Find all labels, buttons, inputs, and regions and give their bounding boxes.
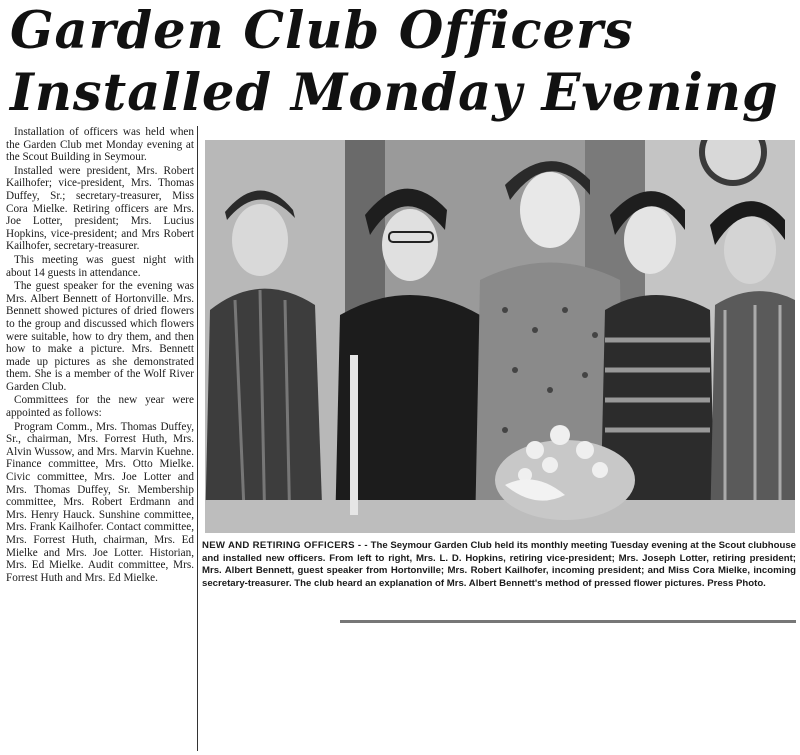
article-column	[6, 126, 194, 585]
column-rule	[197, 126, 198, 751]
headline-line-2: Installed Monday Evening	[10, 63, 779, 123]
photo-illustration	[205, 140, 795, 533]
article-paragraph: The guest speaker for the evening was Mrs. Albert Bennett of Hortonville. Mrs. Bennett showed pictures of dried flowers to the group and discussed which flowers were suitable, how to dry them, and then how to make a picture. Mrs. Bennett made up pictures as she demonstrated them. She is a member of the Wolf River Garden Club.	[6, 280, 194, 393]
caption-body: The Seymour Garden Club held its monthly meeting Tuesday evening at the Scout clubhouse and installed new officers. From left to right, Mrs. L. D. Hopkins, retiring vice-president; Mrs. Joseph Lotter, retiring president; Mrs. Albert Bennett, guest speaker from Hortonville; Mrs. Robert Kailhofer, incoming president; and Miss Cora Mielke, incoming secretary-treasurer. The club heard an explanation of Mrs. Albert Bennett's method of pressed flower pictures. Press Photo.	[202, 540, 796, 589]
headline	[10, 0, 790, 124]
article-paragraph: This meeting was guest night with about 14 guests in attendance.	[6, 253, 194, 279]
officers-photo	[205, 140, 795, 533]
photo-caption	[202, 540, 796, 590]
caption-heading: NEW AND RETIRING OFFICERS - -	[202, 540, 368, 551]
headline-line-1: Garden Club Officers	[10, 1, 634, 61]
caption-rule	[340, 620, 796, 623]
article-paragraph: Committees for the new year were appointed as follows:	[6, 394, 194, 420]
article-paragraph: Installation of officers was held when the Garden Club met Monday evening at the Scout Building in Seymour.	[6, 126, 194, 164]
article-paragraph: Installed were president, Mrs. Robert Kailhofer; vice-president, Mrs. Thomas Duffey, Sr.; secretary-treasurer, Miss Cora Mielke. Retiring officers are Mrs. Joe Lotter, president; Mrs. Lucius Hopkins, vice-president; and Mrs Robert Kailhofer, secretary-treasurer.	[6, 164, 194, 253]
article-paragraph: Program Comm., Mrs. Thomas Duffey, Sr., chairman, Mrs. Forrest Huth, Mrs. Alvin Wussow, and Mrs. Marvin Kuehne. Finance committee, Mrs. Otto Mielke. Civic committee, Mrs. Joe Lotter and Mrs. Thomas Duffey, Sr. Membership committee, Mrs. Robert Erdmann and Mrs. Henry Hauck. Sunshine committee, Mrs. Frank Kailhofer. Contact committee, Mrs. Forrest Huth, chairman, Mrs. Ed Mielke and Mrs. Joe Lotter. Historian, Mrs. Ed Mielke. Audit committee, Mrs. Forrest Huth and Mrs. Ed Mielke.	[6, 420, 194, 584]
